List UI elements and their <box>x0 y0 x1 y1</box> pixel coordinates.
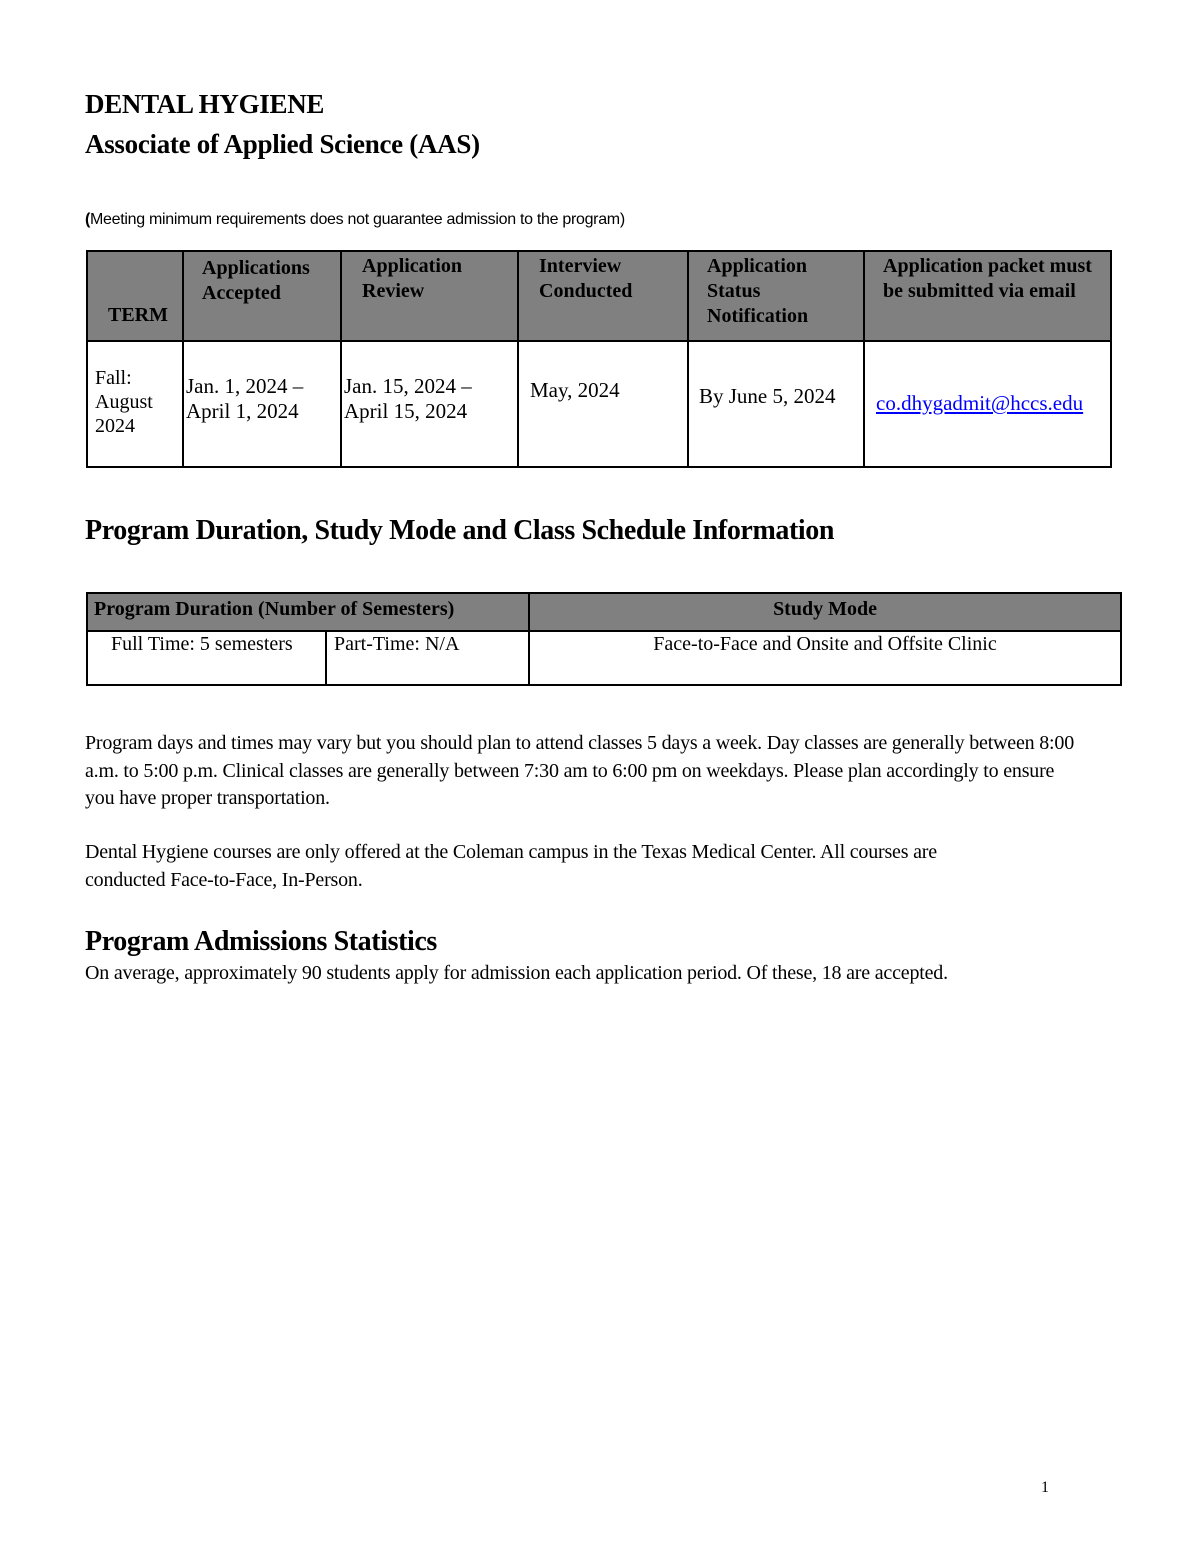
duration-data-row <box>87 631 1121 685</box>
duration-table <box>86 592 1122 686</box>
header-submission-email: Application packet must be submitted via email <box>864 251 1111 341</box>
document-subtitle: Associate of Applied Science (AAS) <box>85 129 480 159</box>
disclaimer-paren: ( <box>85 211 91 228</box>
cell-full-time: Full Time: 5 semesters <box>87 631 326 685</box>
page-number: 1 <box>1041 1479 1049 1496</box>
document-title: DENTAL HYGIENE <box>85 89 325 119</box>
cell-term: Fall: August 2024 <box>87 341 183 467</box>
header-status-notification: Application Status Notification <box>688 251 864 341</box>
admissions-table <box>86 250 1112 468</box>
schedule-paragraph: Program days and times may vary but you should plan to attend classes 5 days a week. Day classes are generally between 8:00 a.m. to 5:00 p.m. Clinical classes are generally between 7:30 am to 6:00 pm on weekdays. Please plan accordingly to ensure you have proper transportation. <box>85 732 1075 809</box>
cell-study-mode: Face-to-Face and Onsite and Offsite Clinic <box>529 631 1121 685</box>
header-term: TERM <box>87 251 183 341</box>
cell-review-dates: Jan. 15, 2024 – April 15, 2024 <box>341 341 518 467</box>
cell-interview-date: May, 2024 <box>518 341 688 467</box>
stats-section-heading: Program Admissions Statistics <box>85 926 437 957</box>
admission-disclaimer <box>85 210 625 230</box>
admissions-row-fall-2024 <box>87 341 1111 467</box>
campus-paragraph: Dental Hygiene courses are only offered at the Coleman campus in the Texas Medical Center. All courses are conducted Face-to-Face, In-Person. <box>85 841 937 891</box>
cell-notification-date: By June 5, 2024 <box>688 341 864 467</box>
header-interview-conducted: Interview Conducted <box>518 251 688 341</box>
disclaimer-text: Meeting minimum requirements does not guarantee admission to the program) <box>90 211 625 228</box>
header-applications-accepted: Applications Accepted <box>183 251 341 341</box>
header-program-duration: Program Duration (Number of Semesters) <box>87 593 529 631</box>
header-application-review: Application Review <box>341 251 518 341</box>
duration-header-row <box>87 593 1121 631</box>
duration-section-heading: Program Duration, Study Mode and Class Schedule Information <box>85 515 835 546</box>
admissions-header-row <box>87 251 1111 341</box>
cell-accepted-dates: Jan. 1, 2024 – April 1, 2024 <box>183 341 341 467</box>
header-study-mode: Study Mode <box>529 593 1121 631</box>
cell-part-time: Part-Time: N/A <box>326 631 529 685</box>
submission-email-link[interactable]: co.dhygadmit@hccs.edu <box>876 391 1084 415</box>
stats-paragraph: On average, approximately 90 students apply for admission each application period. Of these, 18 are accepted. <box>85 962 948 984</box>
